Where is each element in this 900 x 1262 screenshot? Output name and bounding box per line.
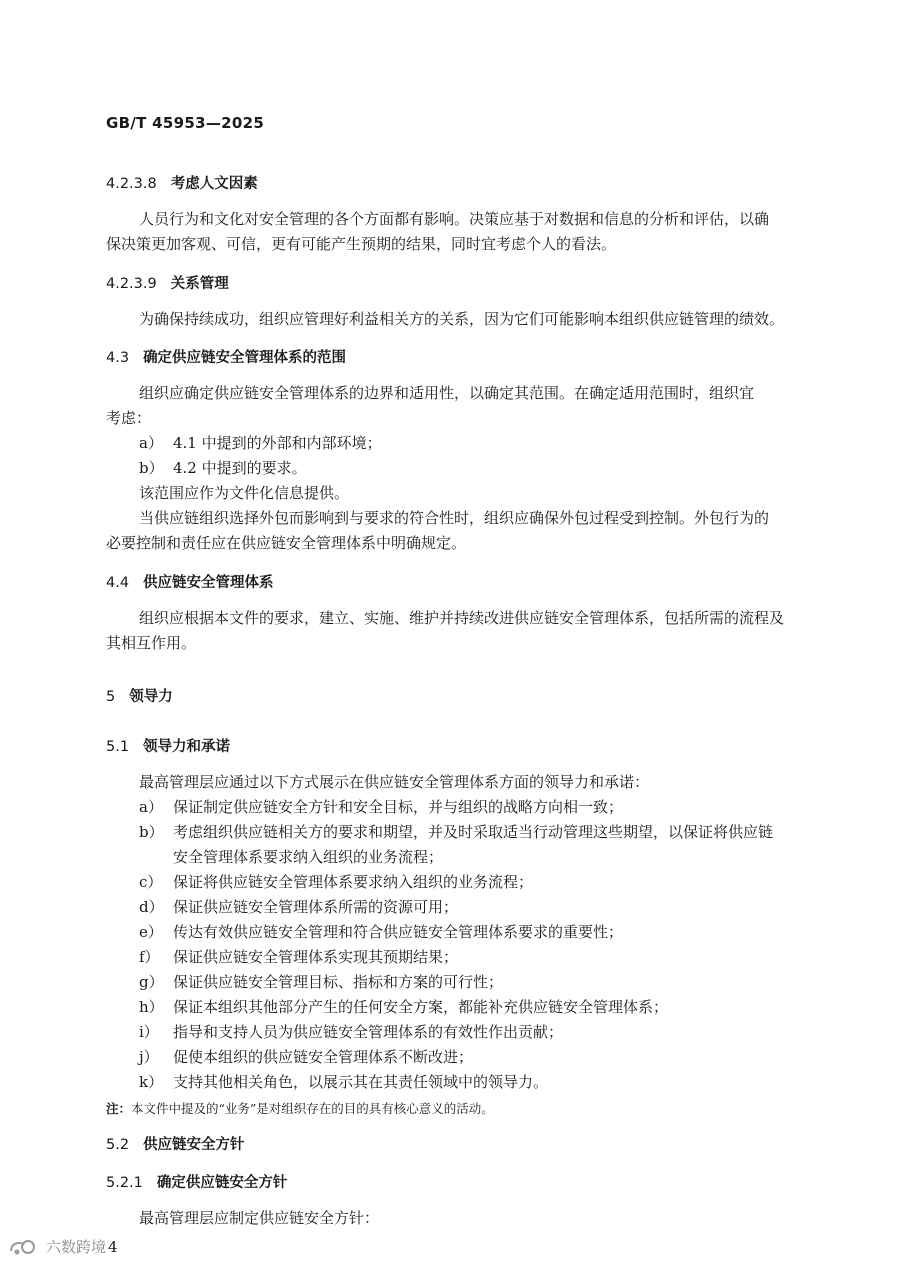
list-marker: h） [139,998,164,1016]
heading-number: 4.2.3.8 [106,176,157,192]
list-marker: e） [139,923,163,941]
heading-4-2-3-9 [106,272,229,293]
list-text: 保证将供应链安全管理体系要求纳入组织的业务流程； [173,873,534,891]
heading-title: 领导力 [129,689,173,705]
heading-number: 4.2.3.9 [106,276,157,292]
heading-title: 供应链安全方针 [143,1137,245,1153]
list-item [139,970,503,995]
heading-title: 确定供应链安全管理体系的范围 [143,350,347,366]
list-item [139,1070,548,1095]
list-text: 保证制定供应链安全方针和安全目标，并与组织的战略方向相一致； [173,798,624,816]
list-text: 指导和支持人员为供应链安全管理体系的有效性作出贡献； [173,1023,564,1041]
paragraph-line: 当供应链组织选择外包而影响到与要求的符合性时，组织应确保外包过程受到控制。外包行为的 [139,509,770,527]
paragraph-line: 组织应确定供应链安全管理体系的边界和适用性，以确定其范围。在确定适用范围时，组织宜 [139,384,755,402]
note-label: 注： [106,1101,132,1116]
heading-5 [106,685,173,706]
paragraph-line: 必要控制和责任应在供应链安全管理体系中明确规定。 [106,534,467,552]
heading-number: 5 [106,689,116,705]
list-item [139,995,668,1020]
paragraph-line: 最高管理层应通过以下方式展示在供应链安全管理体系方面的领导力和承诺： [139,773,650,791]
list-marker: d） [139,898,164,916]
watermark-logo-icon [8,1237,42,1257]
paragraph-line: 该范围应作为文件化信息提供。 [139,484,350,502]
paragraph-line: 其相互作用。 [106,634,197,652]
list-item-continuation: 安全管理体系要求纳入组织的业务流程； [173,848,444,866]
heading-5-2-1 [106,1171,287,1192]
list-marker: k） [139,1073,164,1091]
list-marker: i） [139,1023,159,1041]
paragraph-line: 为确保持续成功，组织应管理好利益相关方的关系，因为它们可能影响本组织供应链管理的绩效。 [139,310,785,328]
note-text: 本文件中提及的“业务”是对组织存在的目的具有核心意义的活动。 [131,1101,494,1116]
list-marker: j） [139,1048,159,1066]
paragraph-line: 保决策更加客观、可信，更有可能产生预期的结果，同时宜考虑个人的看法。 [106,235,617,253]
list-item [139,820,773,845]
page-footer [8,1236,118,1257]
list-text: 4.1 中提到的外部和内部环境； [173,434,382,452]
paragraph-line: 组织应根据本文件的要求，建立、实施、维护并持续改进供应链安全管理体系，包括所需的流程及 [139,609,785,627]
list-item [139,870,533,895]
list-text: 4.2 中提到的要求。 [173,459,307,477]
list-item [139,795,623,820]
list-item [139,431,382,456]
list-item [139,920,623,945]
list-text: 传达有效供应链安全管理和符合供应链安全管理体系要求的重要性； [173,923,624,941]
page-number: 4 [108,1237,118,1256]
heading-number: 5.2.1 [106,1175,143,1191]
standard-code: GB/T 45953—2025 [106,114,265,132]
list-text: 保证供应链安全管理目标、指标和方案的可行性； [173,973,504,991]
heading-4-2-3-8 [106,172,258,193]
heading-title: 供应链安全管理体系 [143,575,274,591]
heading-number: 5.1 [106,739,130,755]
heading-5-1 [106,735,230,756]
list-marker: a） [139,434,163,452]
heading-title: 考虑人文因素 [170,176,258,192]
list-marker: b） [139,823,164,841]
list-text: 保证供应链安全管理体系所需的资源可用； [173,898,459,916]
list-text: 考虑组织供应链相关方的要求和期望，并及时采取适当行动管理这些期望，以保证将供应链 [173,823,774,841]
list-marker: g） [139,973,164,991]
heading-4-3 [106,346,346,367]
heading-number: 4.3 [106,350,130,366]
list-item [139,895,458,920]
heading-5-2 [106,1133,245,1154]
heading-number: 4.4 [106,575,130,591]
paragraph-line: 最高管理层应制定供应链安全方针： [139,1209,380,1227]
list-marker: c） [139,873,163,891]
heading-number: 5.2 [106,1137,130,1153]
heading-title: 确定供应链安全方针 [156,1175,288,1191]
heading-title: 领导力和承诺 [143,739,231,755]
list-text: 支持其他相关角色，以展示其在其责任领域中的领导力。 [173,1073,549,1091]
paragraph-line: 人员行为和文化对安全管理的各个方面都有影响。决策应基于对数据和信息的分析和评估，以确 [139,210,770,228]
watermark-text: 六数跨境 [46,1238,107,1256]
heading-4-4 [106,571,274,592]
list-text: 保证供应链安全管理体系实现其预期结果； [173,948,459,966]
note [106,1099,494,1117]
list-text: 促使本组织的供应链安全管理体系不断改进； [173,1048,474,1066]
list-marker: f） [139,948,160,966]
list-item [139,456,307,481]
heading-title: 关系管理 [170,276,229,292]
list-item [139,1020,563,1045]
paragraph-line: 考虑： [106,409,152,427]
list-marker: a） [139,798,163,816]
list-marker: b） [139,459,164,477]
list-item [139,1045,473,1070]
list-text: 保证本组织其他部分产生的任何安全方案，都能补充供应链安全管理体系； [173,998,669,1016]
list-item [139,945,458,970]
